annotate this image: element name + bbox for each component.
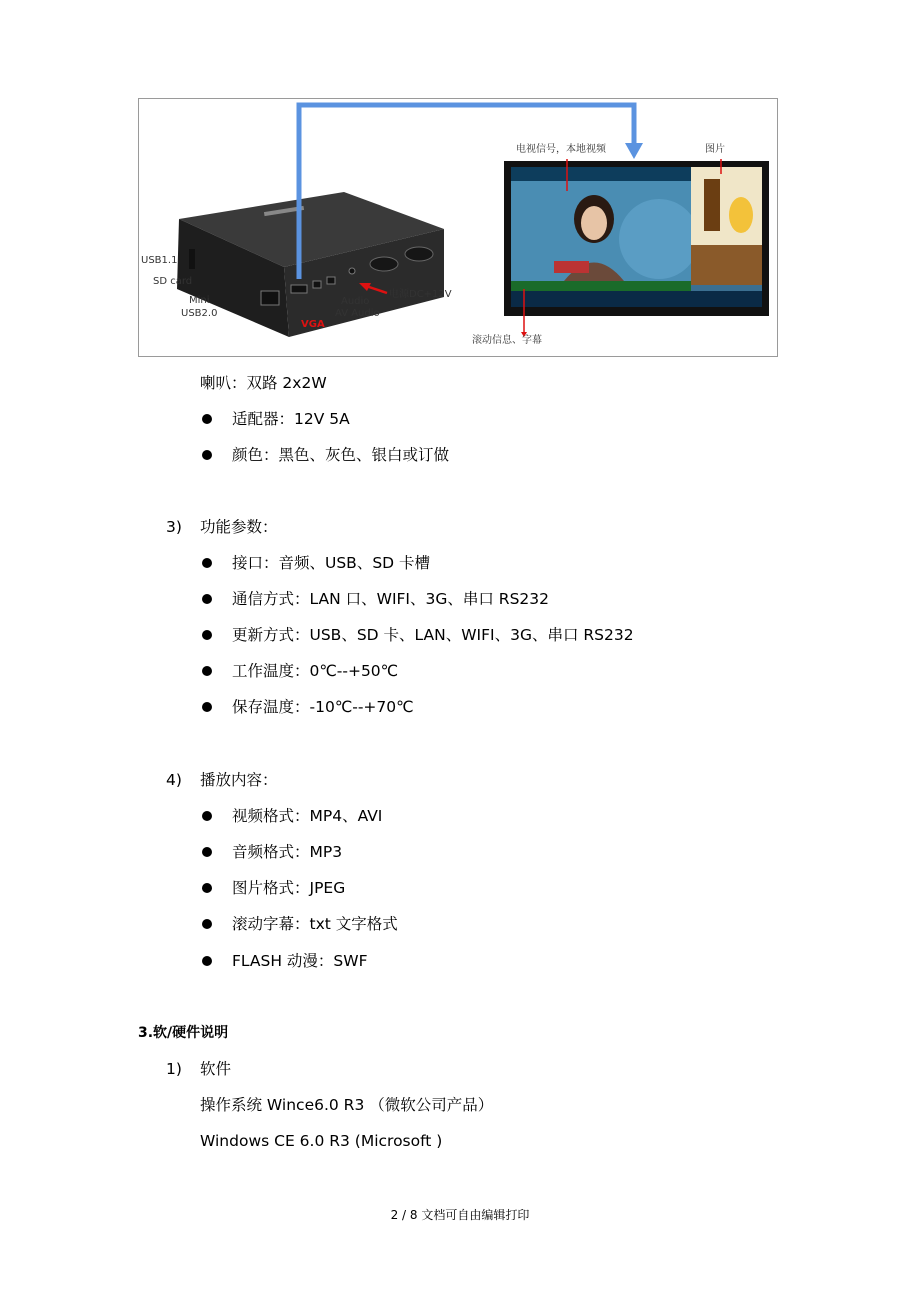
tv-screen <box>504 159 769 337</box>
bullet-icon <box>202 847 212 857</box>
bullet-icon <box>202 450 212 460</box>
bullet-icon <box>202 811 212 821</box>
page-footer: 2 / 8 文档可自由编辑打印 <box>390 1208 530 1222</box>
picture-label: 图片 <box>705 144 725 155</box>
chapter-heading: 3.软/硬件说明 <box>138 1025 229 1041</box>
bullet-icon <box>202 702 212 712</box>
subsection-title: 软件 <box>200 1060 232 1078</box>
section4-number: 4) <box>166 771 182 789</box>
section3-number: 3) <box>166 518 182 536</box>
list-item: 保存温度：-10℃--+70℃ <box>232 698 414 716</box>
list-item: 接口：音频、USB、SD 卡槽 <box>232 554 431 572</box>
list-item: 工作温度：0℃--+50℃ <box>232 662 399 680</box>
list-item: 滚动字幕：txt 文字格式 <box>232 915 398 933</box>
sd-card-label: SD card <box>153 276 193 287</box>
list-item: 音频格式：MP3 <box>232 843 343 861</box>
spec-adapter: 适配器：12V 5A <box>232 410 350 428</box>
list-item: 通信方式：LAN 口、WIFI、3G、串口 RS232 <box>232 590 549 608</box>
device-illustration <box>139 99 778 357</box>
product-figure <box>138 98 778 357</box>
list-item: 图片格式：JPEG <box>232 879 346 897</box>
vga-label: VGA <box>301 319 325 330</box>
spec-speaker: 喇叭：双路 2x2W <box>200 374 327 392</box>
bullet-icon <box>202 414 212 424</box>
list-item: FLASH 动漫：SWF <box>232 952 368 970</box>
os-line-cn: 操作系统 Wince6.0 R3 （微软公司产品） <box>200 1096 494 1114</box>
usb20-label: USB2.0 <box>181 308 218 319</box>
scroll-info-label: 滚动信息、字幕 <box>472 335 542 346</box>
bullet-icon <box>202 919 212 929</box>
bullet-icon <box>202 883 212 893</box>
power-label: 电源DC+12V <box>389 289 452 300</box>
section3-title: 功能参数： <box>200 518 278 536</box>
subsection-number: 1) <box>166 1060 182 1078</box>
list-item: 视频格式：MP4、AVI <box>232 807 383 825</box>
audio-label: Audio <box>341 296 370 307</box>
mini-label: Mini <box>189 295 210 306</box>
av-audio-label: AV Audio <box>335 308 380 319</box>
section4-title: 播放内容： <box>200 771 278 789</box>
list-item: 更新方式：USB、SD 卡、LAN、WIFI、3G、串口 RS232 <box>232 626 634 644</box>
bullet-icon <box>202 956 212 966</box>
spec-color: 颜色：黑色、灰色、银白或订做 <box>232 446 450 464</box>
bullet-icon <box>202 594 212 604</box>
bullet-icon <box>202 558 212 568</box>
bullet-icon <box>202 666 212 676</box>
usb11-label: USB1.1 <box>141 255 178 266</box>
tv-signal-label: 电视信号，本地视频 <box>516 144 606 155</box>
os-line-en: Windows CE 6.0 R3 (Microsoft ) <box>200 1132 443 1150</box>
bullet-icon <box>202 630 212 640</box>
